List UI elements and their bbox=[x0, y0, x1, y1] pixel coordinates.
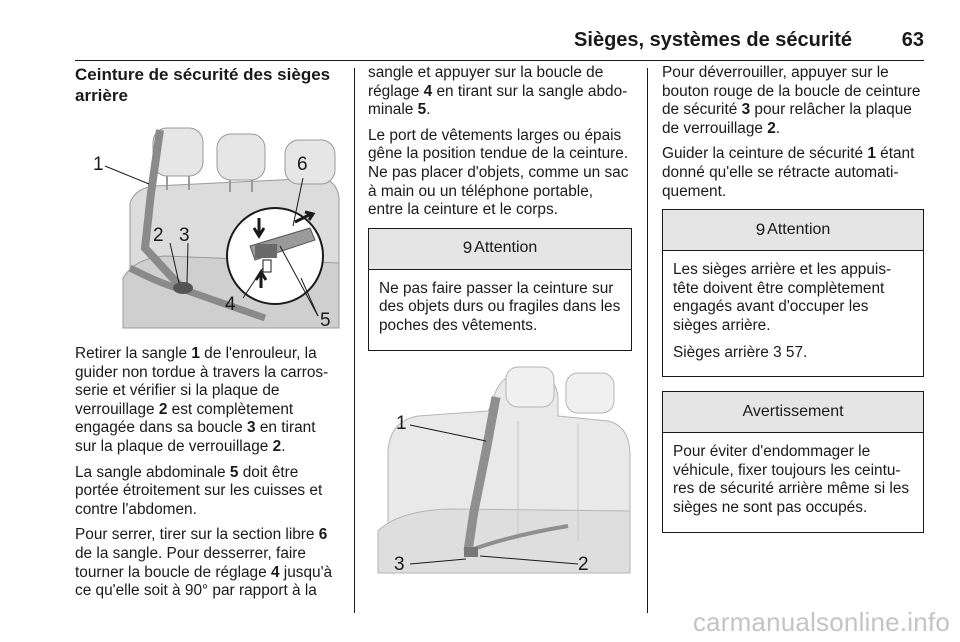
watermark: carmanualsonline.info bbox=[692, 607, 950, 637]
paragraph: Le port de vêtements larges ou épais gêne la position tendue de la ceinture. Ne pas placer d'objets, comme un sac à main ou un téléphone portable, entre la ceinture et le corps. bbox=[368, 126, 629, 219]
notice-header: 9 Attention bbox=[663, 210, 923, 251]
page-reference-icon: 3 bbox=[773, 343, 782, 361]
notice-body: Les sièges arrière et les appuis-tête doivent être complètement engagés avant d'occuper les sièges arrière. Sièges arrière 3 57. bbox=[673, 261, 892, 361]
column-3 bbox=[662, 64, 924, 543]
paragraph: sangle et appuyer sur la boucle de réglage 4 en tirant sur la sangle abdominale 5. bbox=[368, 64, 628, 119]
warning-notice bbox=[662, 391, 924, 532]
callout-5: 5 bbox=[320, 310, 331, 331]
column-divider bbox=[647, 68, 648, 613]
callout-1: 1 bbox=[396, 412, 407, 434]
paragraph: Guider la ceinture de sécurité 1 étant donné qu'elle se rétracte automatiquement. bbox=[662, 145, 915, 200]
paragraph: Retirer la sangle 1 de l'enrouleur, la guider non tordue à travers la carrosserie et vérifier si la plaque de verrouillage 2 est complètement engagée dans sa boucle 3 en tirant sur la plaque de verrouillage 2. bbox=[75, 345, 329, 455]
paragraph: La sangle abdominale 5 doit être portée étroitement sur les cuisses et contre l'abdomen. bbox=[75, 463, 323, 518]
column-2 bbox=[368, 64, 632, 583]
attention-notice bbox=[368, 228, 632, 351]
column-divider bbox=[354, 68, 355, 613]
chapter-title: Sièges, systèmes de sécurité bbox=[574, 29, 852, 51]
section-title: Ceinture de sécurité des sièges arrière bbox=[75, 65, 331, 105]
page-number: 63 bbox=[901, 29, 924, 51]
attention-notice bbox=[662, 209, 924, 377]
paragraph: Pour déverrouiller, appuyer sur le bouton rouge de la boucle de ceinture de sécurité 3 pour relâcher la plaque de verrouillage 2. bbox=[662, 64, 921, 137]
notice-body: Ne pas faire passer la ceinture sur des objets durs ou fragiles dans les poches des vêtements. bbox=[379, 279, 621, 334]
callout-1: 1 bbox=[93, 154, 104, 175]
notice-header: 9 Attention bbox=[369, 229, 631, 270]
figure-rear-seat-belt-adjuster bbox=[75, 118, 341, 333]
warning-icon: 9 bbox=[755, 219, 766, 239]
callout-4: 4 bbox=[225, 294, 236, 315]
page-header bbox=[75, 22, 924, 61]
warning-icon: 9 bbox=[462, 238, 473, 258]
notice-header: Avertissement bbox=[663, 392, 923, 433]
figure-rear-bench-seat-belt bbox=[368, 361, 632, 583]
callout-6: 6 bbox=[297, 154, 308, 175]
callout-2: 2 bbox=[153, 225, 164, 246]
column-1 bbox=[75, 64, 341, 608]
callout-3: 3 bbox=[394, 553, 405, 575]
notice-body: Pour éviter d'endommager le véhicule, fixer toujours les ceintures de sécurité arrière même si les sièges ne sont pas occupés. bbox=[673, 443, 910, 516]
callout-3: 3 bbox=[179, 225, 190, 246]
callout-2: 2 bbox=[578, 553, 589, 575]
paragraph: Pour serrer, tirer sur la section libre 6 de la sangle. Pour desserrer, faire tourner la boucle de réglage 4 jusqu'à ce qu'elle soit à 90° par rapport à la bbox=[75, 526, 333, 600]
